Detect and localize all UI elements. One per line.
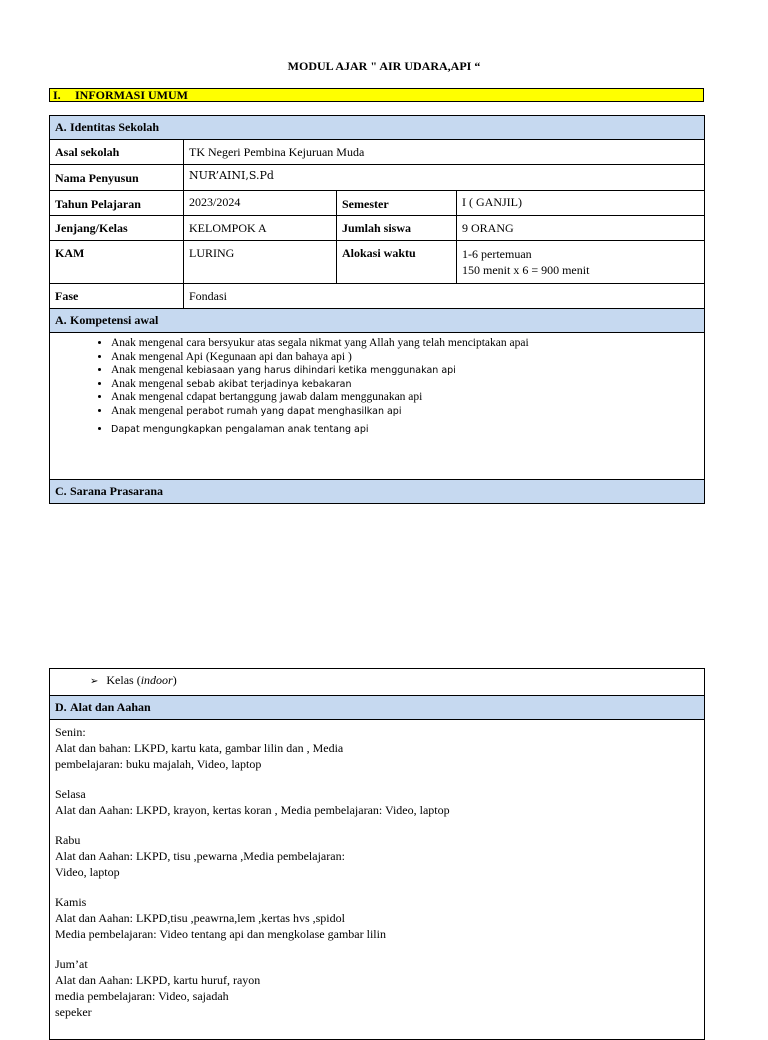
kam-value: LURING: [184, 241, 337, 284]
list-item: • Anak mengenal perabot rumah yang dapat menghasilkan api: [111, 405, 699, 419]
header-label: Kompetensi awal: [70, 313, 159, 327]
header-label: Sarana Prasarana: [70, 484, 163, 498]
document-title: MODUL AJAR " AIR UDARA,API “: [287, 59, 481, 73]
header-number: A.: [55, 313, 67, 327]
jenjang-value: KELOMPOK A: [184, 216, 337, 241]
kam-label: KAM: [50, 241, 184, 284]
day-label: Jum’at: [55, 957, 88, 971]
list-item: • Anak mengenal kebiasaan yang harus dihindari ketika menggunakan api: [111, 364, 699, 378]
alokasi-value: [457, 241, 705, 284]
sarana-alat-table: [49, 668, 705, 1040]
jenjang-label: Jenjang/Kelas: [50, 216, 184, 241]
tahun-value: 2023/2024: [184, 191, 337, 216]
arrow-bullet-icon: ➢: [90, 676, 99, 687]
sarana-item: ➢ Kelas (indoor): [50, 669, 705, 696]
section-label: INFORMASI UMUM: [75, 88, 188, 102]
list-item: • Anak mengenal cara bersyukur atas segala nikmat yang Allah yang telah menciptakan apai: [111, 337, 699, 351]
jumlah-value: 9 ORANG: [457, 216, 705, 241]
jumlah-label: Jumlah siswa: [337, 216, 457, 241]
kompetensi-list-cell: [50, 333, 705, 480]
section-number: I.: [53, 88, 61, 102]
penyusun-label: Nama Penyusun: [50, 165, 184, 191]
alokasi-label: Alokasi waktu: [337, 241, 457, 284]
penyusun-value: NUR’AINI,S.Pd: [184, 165, 705, 191]
sarana-header: [50, 480, 705, 504]
identitas-table: [49, 115, 705, 504]
alokasi-line-2: 150 menit x 6 = 900 menit: [462, 263, 590, 277]
fase-value: Fondasi: [184, 284, 705, 309]
section-informasi-umum: [49, 88, 704, 102]
alat-content: Senin: Alat dan bahan: LKPD, kartu kata, gambar lilin dan , Media pembelajaran: buku majalah, Video, laptop Selasa Alat dan Aahan: LKPD, krayon, kertas koran , Media pembelajaran: Video, laptop Rabu Alat dan Aahan: LKPD, tisu ,pewarna ,Media pembelajaran: Video, laptop Kamis Alat dan Aahan: LKPD,tisu ,peawrna,lem ,kertas hvs ,spidol Media pembelajaran: Video tentang api dan mengkolase gambar lilin Jum’at Alat dan Aahan: LKPD, kartu huruf, rayon media pembelajaran: Video, sajadah sepeker: [50, 720, 705, 1040]
list-item: • Anak mengenal Api (Kegunaan api dan bahaya api ): [111, 351, 699, 365]
list-item: • Anak mengenal cdapat bertanggung jawab dalam menggunakan api: [111, 391, 699, 405]
semester-label: Semester: [337, 191, 457, 216]
header-number: C.: [55, 484, 67, 498]
kompetensi-header: [50, 309, 705, 333]
list-item: • Anak mengenal sebab akibat terjadinya kebakaran: [111, 378, 699, 392]
asal-label: Asal sekolah: [50, 140, 184, 165]
alokasi-line-1: 1-6 pertemuan: [462, 247, 532, 261]
header-number: A.: [55, 120, 67, 134]
day-label: Kamis: [55, 895, 87, 909]
kompetensi-list: [55, 337, 699, 436]
alat-header: [50, 696, 705, 720]
list-item: • Dapat mengungkapkan pengalaman anak tentang api: [111, 423, 699, 437]
header-label: Identitas Sekolah: [70, 120, 160, 134]
tahun-label: Tahun Pelajaran: [50, 191, 184, 216]
day-label: Senin:: [55, 725, 86, 739]
header-number: D.: [55, 700, 67, 714]
day-label: Rabu: [55, 833, 81, 847]
identitas-header: [50, 116, 705, 140]
asal-value: TK Negeri Pembina Kejuruan Muda: [184, 140, 705, 165]
fase-label: Fase: [50, 284, 184, 309]
day-label: Selasa: [55, 787, 86, 801]
semester-value: I ( GANJIL): [457, 191, 705, 216]
header-label: Alat dan Aahan: [70, 700, 151, 714]
